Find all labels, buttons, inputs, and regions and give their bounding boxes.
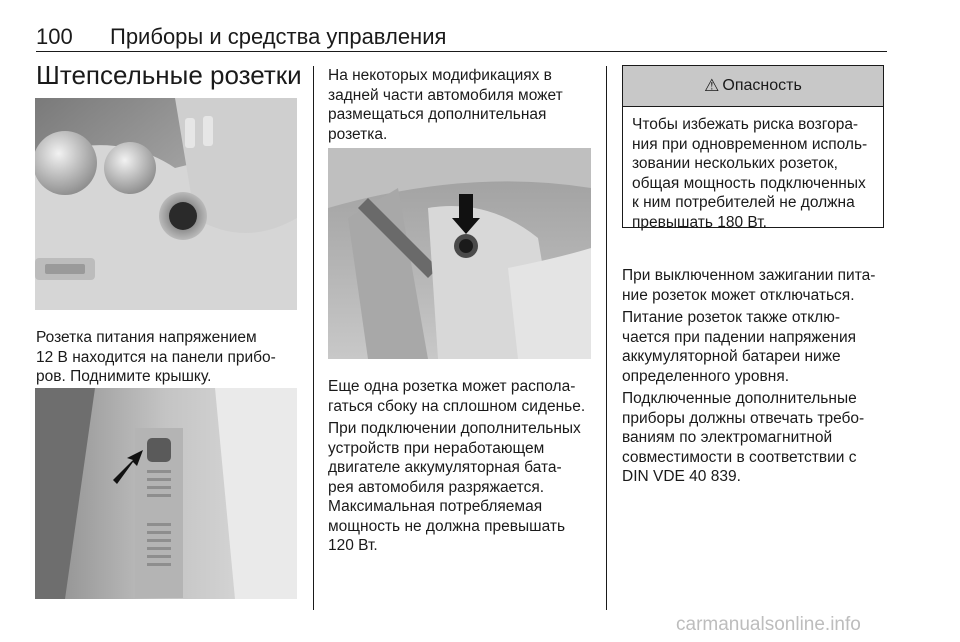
danger-warning-box <box>622 65 884 231</box>
dashboard-socket-photo <box>35 98 297 310</box>
section-title: Штепсельные розетки <box>36 60 302 90</box>
page-number: 100 <box>36 24 73 49</box>
chapter-title: Приборы и средства управления <box>110 24 447 49</box>
col3-paragraph-2: Питание розеток также отклю- чается при падении напряжения аккумуляторной батареи ниже определенного уровня. <box>622 309 857 385</box>
col2-paragraph-3: При подключении дополнительных устройств при неработающем двигателе аккумуляторная бата- рея автомобиля разряжается. Максимальная потребляемая мощность не должна превышать 120 Вт. <box>328 420 581 554</box>
header-rule <box>36 51 887 52</box>
watermark: carmanualsonline.info <box>676 614 861 635</box>
column-divider-1 <box>313 66 314 610</box>
col2-paragraph-1: На некоторых модификациях в задней части автомобиля может размещаться дополнительная розетка. <box>328 67 563 143</box>
col3-paragraph-1: При выключенном зажигании пита- ние розеток может отключаться. <box>622 267 876 304</box>
col2-paragraph-2: Еще одна розетка может распола- гаться сбоку на сплошном сиденье. <box>328 378 586 415</box>
rear-socket-photo <box>328 148 591 359</box>
warning-triangle-icon: ⚠ <box>704 76 720 95</box>
col3-paragraph-3: Подключенные дополнительные приборы должны отвечать требо- ваниям по электромагнитной совместимости в соответствии с DIN VDE 40 839. <box>622 390 865 485</box>
warning-header <box>623 66 883 107</box>
warning-title: Опасность <box>722 77 802 94</box>
warning-text: Чтобы избежать риска возгора- ния при одновременном исполь- зовании нескольких розеток, общая мощность подключенных к ним потребителей не должна превышать 180 Вт. <box>632 116 868 231</box>
side-panel-socket-photo <box>35 388 297 599</box>
column-divider-2 <box>606 66 607 610</box>
col1-paragraph-1: Розетка питания напряжением 12 В находится на панели прибо- ров. Поднимите крышку. <box>36 329 276 385</box>
